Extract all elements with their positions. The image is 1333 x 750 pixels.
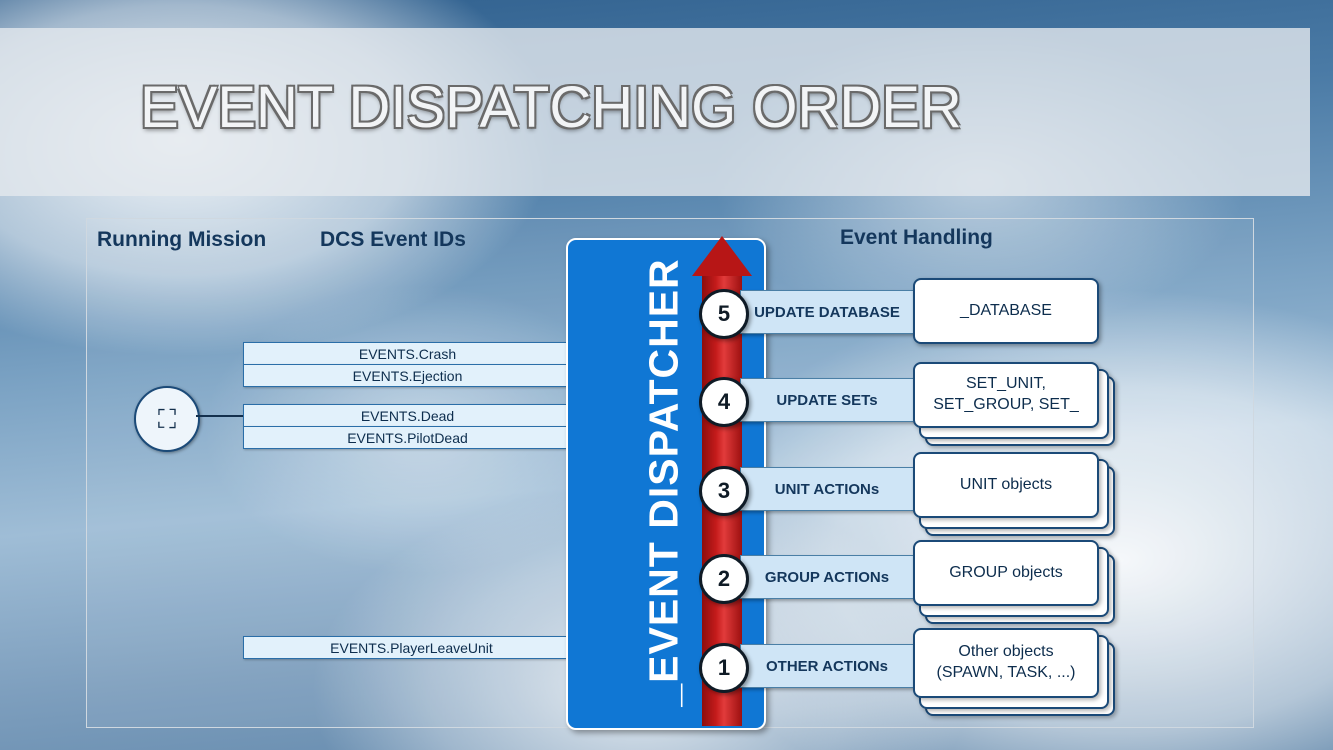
- result-stack-other-objects: [913, 628, 1133, 726]
- event-arrow-ejection: [243, 364, 572, 387]
- step-number-3: 3: [699, 466, 749, 516]
- result-other-objects: Other objects (SPAWN, TASK, ...): [913, 628, 1099, 698]
- column-header-running-mission: Running Mission: [97, 228, 267, 251]
- result-database: _DATABASE: [913, 278, 1099, 344]
- event-arrow-label: EVENTS.PlayerLeaveUnit: [330, 639, 493, 656]
- action-other-actions: OTHER ACTIONs: [740, 644, 914, 688]
- event-arrow-label: EVENTS.Ejection: [352, 367, 463, 384]
- event-arrow-dead: [243, 404, 572, 427]
- result-group-objects: GROUP objects: [913, 540, 1099, 606]
- event-arrow-pilotdead: [243, 426, 572, 449]
- action-update-sets: UPDATE SETs: [740, 378, 914, 422]
- column-header-dcs-event-ids: DCS Event IDs: [320, 228, 466, 251]
- priority-arrow-head: [692, 236, 752, 276]
- step-number-2: 2: [699, 554, 749, 604]
- result-stack-sets: [913, 362, 1133, 456]
- step-number-5: 5: [699, 289, 749, 339]
- page-title: EVENT DISPATCHING ORDER: [140, 75, 962, 140]
- result-unit-objects: UNIT objects: [913, 452, 1099, 518]
- event-dispatcher-label: _EVENT DISPATCHER: [640, 257, 687, 707]
- tank-connector-arrow: [196, 415, 244, 417]
- action-unit-actions: UNIT ACTIONs: [740, 467, 914, 511]
- event-arrow-label: EVENTS.Crash: [358, 345, 457, 362]
- tank-icon: ⛶: [134, 386, 200, 452]
- event-arrow-label: EVENTS.PilotDead: [347, 429, 468, 446]
- column-header-event-handling: Event Handling: [840, 226, 993, 249]
- event-arrow-label: EVENTS.Dead: [360, 407, 455, 424]
- action-update-database: UPDATE DATABASE: [740, 290, 914, 334]
- step-number-4: 4: [699, 377, 749, 427]
- result-stack-unit-objects: [913, 452, 1133, 546]
- action-group-actions: GROUP ACTIONs: [740, 555, 914, 599]
- result-sets: SET_UNIT, SET_GROUP, SET_: [913, 362, 1099, 428]
- result-stack-group-objects: [913, 540, 1133, 634]
- event-arrow-crash: [243, 342, 572, 365]
- step-number-1: 1: [699, 643, 749, 693]
- event-arrow-playerleaveunit: [243, 636, 580, 659]
